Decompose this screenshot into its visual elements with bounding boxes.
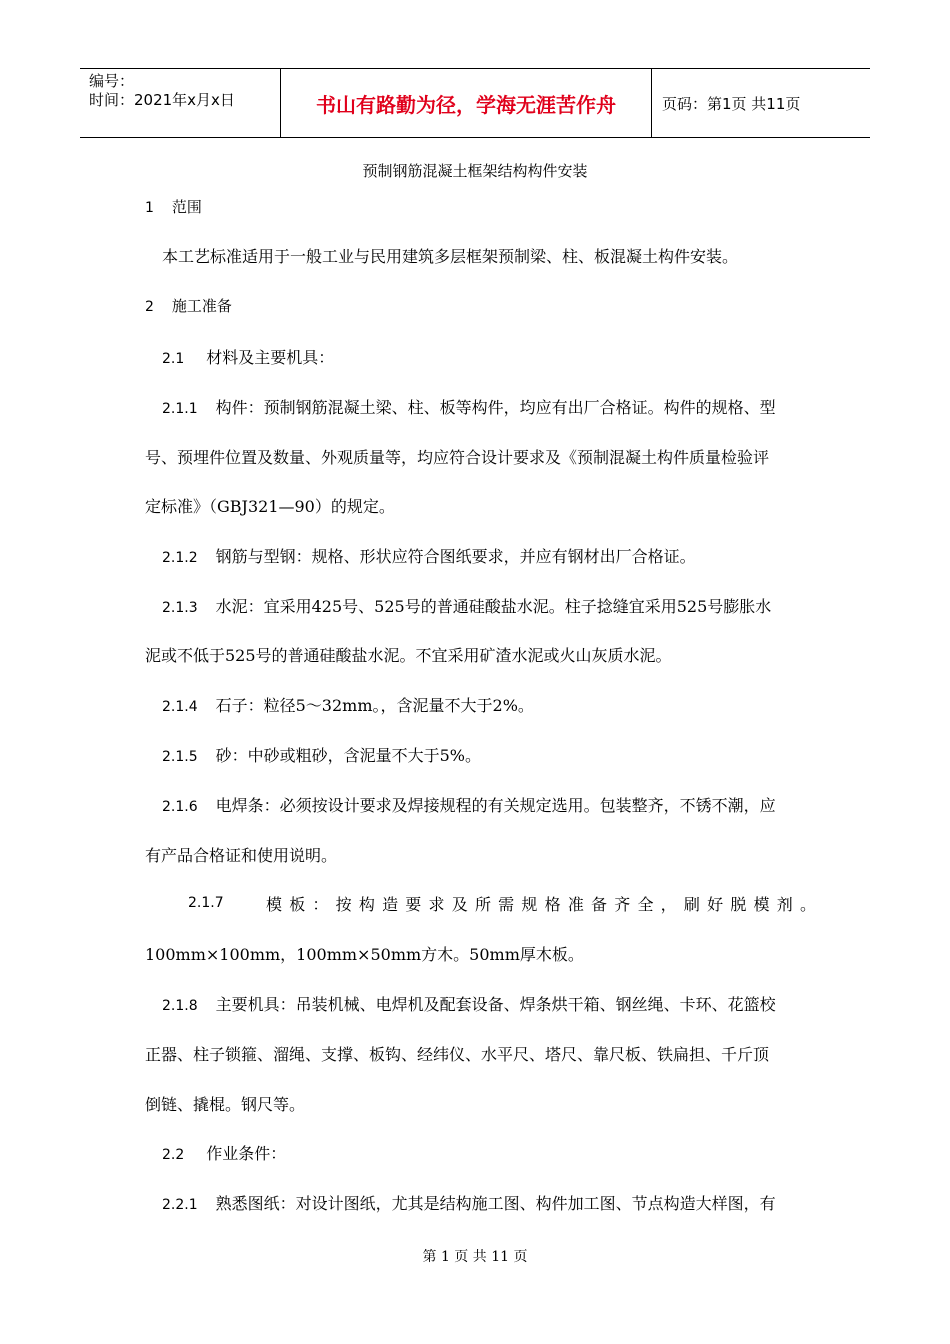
item-number: 2.1.5 [162,749,198,765]
item-2-1-4 [162,693,534,716]
document-number-label: 编号： [89,72,135,90]
item-number: 2.1.3 [162,600,198,616]
item-2-1-5 [162,743,481,766]
subsection-number: 2.1 [162,351,185,367]
item-number: 2.1.1 [162,401,198,417]
section-1-heading [145,196,202,217]
subsection-text: 材料及主要机具： [206,348,335,367]
paragraph-line: 石子：粒径5～32mm。，含泥量不大于2%。 [215,696,534,715]
paragraph-line: 本工艺标准适用于一般工业与民用建筑多层框架预制梁、柱、板混凝土构件安装。 [162,247,739,266]
item-2-1-2 [162,544,696,567]
subsection-2-2 [162,1141,286,1164]
item-2-1-1 [162,395,776,418]
paragraph-line: 定标准》（GBJ321—90）的规定。 [145,497,395,516]
document-time-label: 时间：2021年x月x日 [89,91,235,109]
subsection-2-1 [162,345,334,368]
paragraph-line: 有产品合格证和使用说明。 [145,846,338,865]
item-number: 2.1.2 [162,550,198,566]
header-meta-cell [80,69,281,137]
subsection-number: 2.2 [162,1147,185,1163]
header-page-info: 页码：第1页 共11页 [662,94,801,113]
paragraph-line: 100mm×100mm，100mm×50mm方木。50mm厚木板。 [145,945,584,964]
subsection-text: 作业条件： [206,1144,287,1163]
page-footer: 第 1 页 共 11 页 [422,1249,528,1265]
item-2-1-8 [162,992,776,1015]
paragraph-line: 号、预埋件位置及数量、外观质量等，均应符合设计要求及《预制混凝土构件质量检验评 [145,448,770,467]
item-number: 2.2.1 [162,1197,198,1213]
paragraph-line: 砂：中砂或粗砂，含泥量不大于5%。 [215,746,482,765]
section-number: 1 [145,200,154,216]
item-2-1-6 [162,793,776,816]
header-motto: 书山有路勤为径，学海无涯苦作舟 [281,69,652,137]
paragraph-line: 倒链、撬棍。钢尺等。 [145,1095,306,1114]
paragraph-line: 熟悉图纸：对设计图纸，尤其是结构施工图、构件加工图、节点构造大样图，有 [215,1194,776,1213]
item-number: 2.1.7 [188,895,224,911]
item-2-1-7-number [188,892,224,911]
paragraph-line: 正器、柱子锁箍、溜绳、支撑、板钩、经纬仪、水平尺、塔尺、靠尺板、铁扁担、千斤顶 [145,1045,770,1064]
item-2-2-1 [162,1191,776,1214]
section-title: 施工准备 [171,297,232,315]
section-2-heading [145,295,232,316]
document-title: 预制钢筋混凝土框架结构构件安装 [362,162,588,180]
paragraph-line: 钢筋与型钢：规格、形状应符合图纸要求，并应有钢材出厂合格证。 [215,547,696,566]
paragraph-line: 主要机具：吊装机械、电焊机及配套设备、焊条烘干箱、钢丝绳、卡环、花篮校 [215,995,776,1014]
item-2-1-7-line: 模板：按构造要求及所需规格准备齐全，刷好脱模剂。 [266,895,816,914]
paragraph-line: 水泥：宜采用425号、525号的普通硅酸盐水泥。柱子捻缝宜采用525号膨胀水 [215,597,772,616]
paragraph-line: 电焊条：必须按设计要求及焊接规程的有关规定选用。包装整齐，不锈不潮，应 [215,796,776,815]
section-title: 范围 [171,198,202,216]
item-number: 2.1.6 [162,799,198,815]
section-number: 2 [145,299,154,315]
item-2-1-3 [162,594,771,617]
item-number: 2.1.8 [162,998,198,1014]
header-table [80,68,870,138]
paragraph-line: 泥或不低于525号的普通硅酸盐水泥。不宜采用矿渣水泥或火山灰质水泥。 [145,646,672,665]
item-number: 2.1.4 [162,699,198,715]
paragraph-line: 构件：预制钢筋混凝土梁、柱、板等构件，均应有出厂合格证。构件的规格、型 [215,398,776,417]
